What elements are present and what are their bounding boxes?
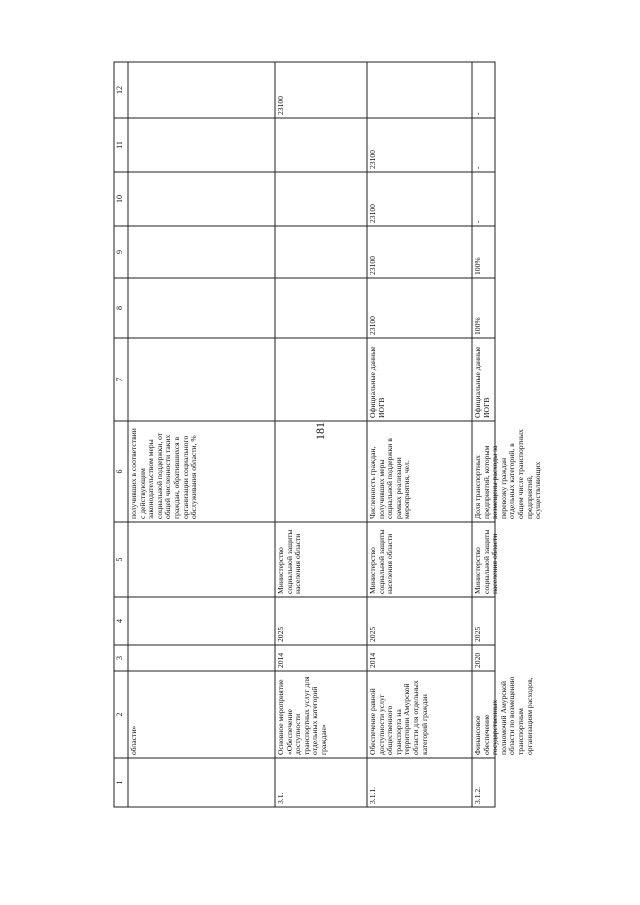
cell-executor: Министерство социальной защиты населения области (368, 529, 395, 594)
cell-indicator: получивших в соответствии с действующим законодательством меры социальной поддержки, от общей численности таких граждан, обратившихся в организации социального обслуживания области, % (129, 428, 199, 519)
header-col-7 (114, 338, 128, 421)
header-col-1 (114, 758, 128, 807)
cell-end-year: 2025 (473, 626, 482, 642)
cell-source: Официальные данные ИОГВ (473, 346, 491, 418)
cell-value-10: - (473, 220, 482, 223)
header-col-12 (114, 62, 128, 118)
header-col-10 (114, 172, 128, 226)
cell-name: Основное мероприятие «Обеспечение доступности транспортных услуг для отдельных категорий граждан» (276, 676, 328, 755)
header-label: 7 (115, 377, 124, 382)
header-label: 6 (115, 469, 124, 474)
table-row (275, 62, 367, 807)
header-col-11 (114, 118, 128, 172)
table-row (367, 62, 472, 807)
cell-executor: Министерство социальной защиты населения области (276, 529, 303, 594)
cell-number: 3.1. (276, 792, 285, 804)
cell-value-8: 100% (473, 317, 482, 335)
header-col-4 (114, 597, 128, 645)
header-label: 2 (115, 712, 124, 717)
header-col-8 (114, 278, 128, 338)
header-label: 3 (115, 656, 124, 660)
cell-indicator: Доля транспортных предприятий, которым возмещены расходы за перевозку граждан отдельных категорий, в общем числе транспортных предприятий, осуществляющих (473, 429, 543, 519)
cell-number: 3.1.1. (368, 786, 377, 804)
cell-value-9: 100% (473, 257, 482, 275)
header-col-2 (114, 671, 128, 758)
cell-indicator: Численность граждан, получивших меры социальной поддержки в рамках реализации мероприятия, чел. (368, 438, 412, 519)
cell-executor: Министерство социальной защиты населения области (473, 529, 500, 594)
cell-source: Официальные данные ИОГВ (368, 346, 386, 418)
cell-number: 3.1.2. (473, 786, 482, 804)
header-label: 12 (115, 86, 124, 94)
cell-value-8: 23100 (368, 316, 377, 335)
cell-start-year: 2014 (276, 652, 285, 668)
header-label: 9 (115, 250, 124, 254)
cell-end-year: 2025 (368, 626, 377, 642)
header-col-5 (114, 522, 128, 597)
cell-value-10: 23100 (368, 204, 377, 223)
header-label: 5 (115, 557, 124, 562)
header-label: 11 (115, 141, 124, 149)
header-label: 8 (115, 306, 124, 310)
cell-end-year: 2025 (276, 626, 285, 642)
cell-number (128, 758, 275, 807)
cell-name: области» (129, 725, 138, 755)
cell-start-year: 2014 (368, 652, 377, 668)
header-col-3 (114, 645, 128, 671)
cell-value-12: 23100 (276, 96, 285, 115)
cell-name: Обеспечение равной доступности услуг общественного транспорта на территории Амурской области для отдельных категорий граждан (368, 680, 429, 755)
cell-name: Финансовое обеспечение государственных полномочий Амурской области по возмещению транспортным организациям расходов, (473, 676, 534, 755)
table-row (472, 62, 543, 807)
header-label: 1 (115, 780, 124, 785)
cell-value-11: - (473, 166, 482, 169)
cell-value-12: - (473, 112, 482, 115)
header-label: 10 (115, 195, 124, 203)
header-col-9 (114, 226, 128, 278)
cell-value-9: 23100 (368, 256, 377, 275)
table-row (128, 62, 275, 807)
cell-start-year: 2020 (473, 652, 482, 668)
page-number: 181 (313, 422, 327, 440)
header-label: 4 (115, 619, 124, 623)
header-col-6 (114, 421, 128, 522)
cell-value-11: 23100 (368, 150, 377, 169)
